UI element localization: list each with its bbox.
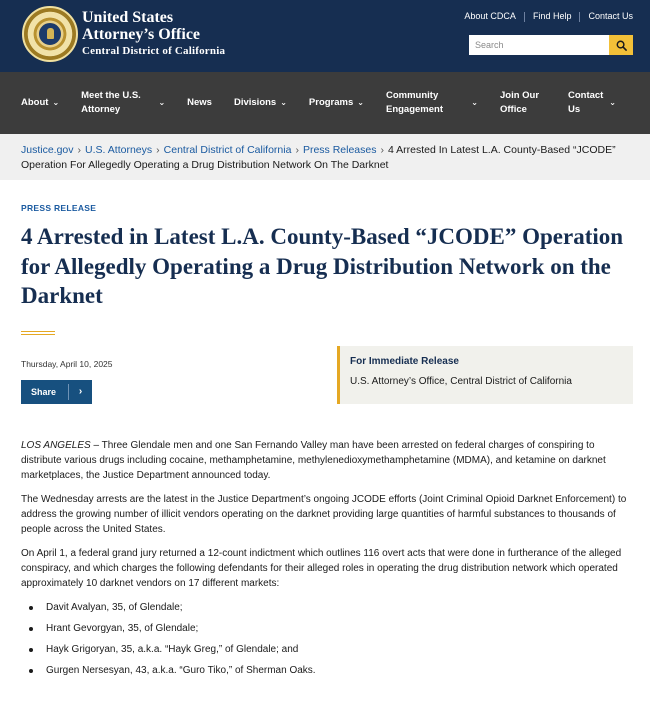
chevron-down-icon: ⌄	[52, 98, 60, 107]
list-item: Davit Avalyan, 35, of Glendale;	[21, 600, 629, 615]
defendant-list	[21, 600, 629, 678]
chevron-down-icon: ⌄	[357, 98, 364, 107]
breadcrumb-justice-gov[interactable]: Justice.gov	[21, 144, 74, 156]
article-paragraph: On April 1, a federal grand jury returned a 12-count indictment which outlines 116 overt acts that were done in furtherance of the alleged conspiracy, and which charges the following defendants for their alleged roles in operating the drug distribution network which operated approximately 10 darknet vendors on 17 different markets:	[21, 547, 622, 589]
nav-programs[interactable]	[309, 96, 364, 110]
nav-join-label: Join Our Office	[499, 90, 540, 115]
release-source: U.S. Attorney’s Office, Central District of California	[350, 375, 572, 387]
about-cdca-link[interactable]: About CDCA	[464, 11, 516, 21]
nav-community-engagement[interactable]	[386, 89, 478, 117]
press-release-label: PRESS RELEASE	[21, 203, 97, 213]
nav-meet-the-us-attorney[interactable]	[81, 89, 165, 117]
share-button[interactable]	[21, 380, 92, 404]
chevron-down-icon: ⌄	[158, 98, 166, 107]
nav-news-label: News	[187, 97, 212, 108]
search-button[interactable]	[609, 35, 633, 55]
breadcrumb-separator: ›	[295, 144, 299, 156]
agency-name[interactable]	[82, 9, 225, 59]
publish-date: Thursday, April 10, 2025	[21, 358, 113, 369]
utility-links	[456, 11, 633, 22]
site-header	[0, 0, 650, 72]
chevron-down-icon: ⌄	[609, 98, 616, 107]
breadcrumb-separator: ›	[77, 144, 82, 156]
agency-line1: United States	[82, 9, 174, 26]
nav-meet-label: Meet the U.S. Attorney	[81, 90, 141, 115]
doj-seal-logo[interactable]	[22, 6, 78, 62]
breadcrumb-separator: ›	[156, 144, 160, 156]
list-item: Hayk Grigoryan, 35, a.k.a. “Hayk Greg,” of Glendale; and	[21, 642, 629, 657]
article-paragraph	[21, 438, 629, 483]
nav-contact-us[interactable]	[568, 89, 616, 117]
chevron-down-icon: ⌄	[280, 98, 287, 107]
nav-programs-label: Programs	[308, 97, 354, 108]
chevron-down-icon: ⌄	[471, 98, 478, 107]
nav-divisions[interactable]	[234, 96, 287, 110]
nav-join-our-office[interactable]	[500, 89, 546, 117]
chevron-right-icon: ›	[78, 386, 83, 397]
nav-contact-label: Contact Us	[567, 90, 604, 115]
breadcrumb-press-releases[interactable]: Press Releases	[302, 144, 377, 156]
title-divider	[21, 331, 55, 335]
agency-line2: Attorney’s Office	[82, 26, 201, 43]
nav-about-label: About	[21, 97, 49, 108]
breadcrumb-separator: ›	[380, 144, 384, 156]
breadcrumb-current: 4 Arrested In Latest L.A. County-Based “JCODE” Operation For Allegedly Operating a Drug Distribution Network On The Darknet	[21, 144, 616, 171]
list-item: Gurgen Nersesyan, 43, a.k.a. “Guro Tiko,” of Sherman Oaks.	[21, 663, 629, 678]
article-paragraph: The Wednesday arrests are the latest in the Justice Department’s ongoing JCODE efforts (Joint Criminal Opioid Darknet Enforcement) to address the growing number of illicit vendors operating on the darknet providing large quantities of harmful substances to thousands of people across the United States.	[21, 493, 627, 535]
paragraph-1-text: – Three Glendale men and one San Fernando Valley man have been arrested on federal charges of conspiring to distribute various drugs including cocaine, methamphetamine, methylenedioxymethamphetamine (MDMA), and ketamine on darknet marketplaces, the Justice Department announced today.	[21, 439, 606, 481]
release-info-box	[337, 346, 633, 404]
article-meta	[21, 346, 629, 438]
breadcrumb	[0, 134, 650, 180]
search-bar	[469, 35, 633, 55]
dateline: LOS ANGELES	[21, 439, 91, 451]
search-icon	[616, 40, 627, 51]
find-help-link[interactable]: Find Help	[532, 11, 572, 21]
search-input[interactable]	[469, 35, 609, 55]
nav-community-label: Community Engagement	[385, 90, 443, 115]
page-title: 4 Arrested in Latest L.A. County-Based “JCODE” Operation for Allegedly Operating a Drug Distribution Network on the Darknet	[21, 224, 624, 308]
article-body	[21, 438, 629, 678]
share-label: Share	[31, 386, 57, 397]
district-name: Central District of California	[82, 45, 226, 57]
contact-us-link[interactable]: Contact Us	[588, 11, 633, 21]
breadcrumb-central-district[interactable]: Central District of California	[163, 144, 292, 156]
nav-divisions-label: Divisions	[233, 97, 277, 108]
breadcrumb-us-attorneys[interactable]: U.S. Attorneys	[85, 144, 153, 156]
article	[0, 203, 650, 678]
release-title: For Immediate Release	[350, 355, 459, 367]
nav-about[interactable]	[21, 96, 59, 110]
list-item: Hrant Gevorgyan, 35, of Glendale;	[21, 621, 629, 636]
nav-news[interactable]	[187, 96, 212, 110]
main-navigation	[0, 72, 650, 134]
